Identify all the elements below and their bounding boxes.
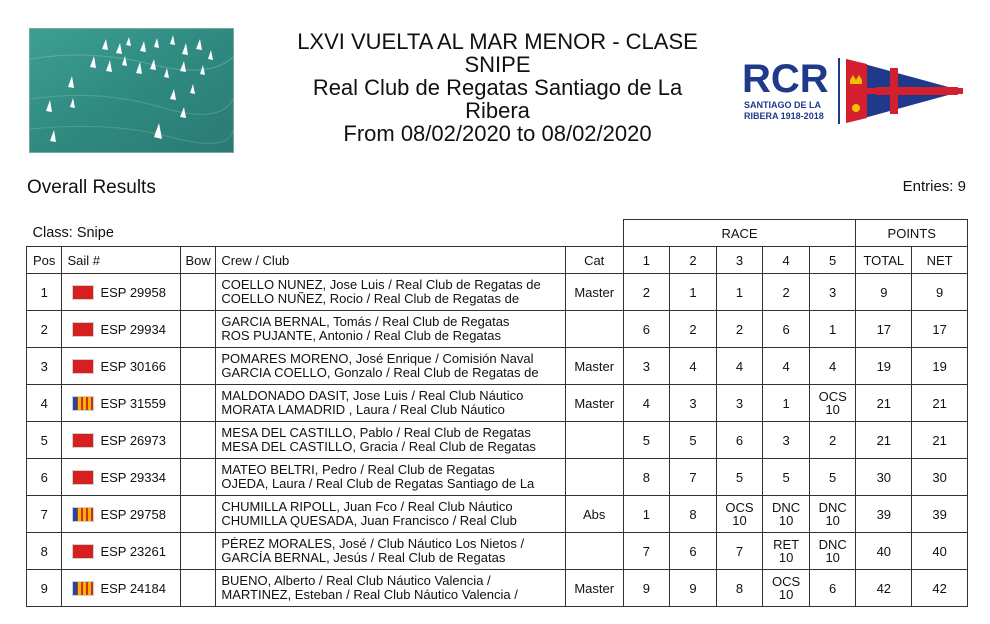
race-code: RET xyxy=(773,537,800,552)
event-title-line-3: Real Club de Regatas Santiago de La xyxy=(312,75,683,100)
cell-race-4: 6 xyxy=(763,311,810,348)
cell-bow xyxy=(180,459,215,496)
table-row xyxy=(27,274,968,311)
cell-net: 42 xyxy=(912,570,968,607)
cell-race-3: 5 xyxy=(716,459,763,496)
cell-race-4: 1 xyxy=(763,385,810,422)
cell-race-1: 8 xyxy=(623,459,670,496)
crew-member: ROS PUJANTE, Antonio / Real Club de Regatas xyxy=(221,329,502,343)
cell-bow xyxy=(180,570,215,607)
cell-race-2: 4 xyxy=(670,348,717,385)
table-row xyxy=(27,496,968,533)
table-row xyxy=(27,348,968,385)
header-pos: Pos xyxy=(27,247,62,274)
cell-crew-club xyxy=(216,348,565,385)
race-code: OCS xyxy=(725,500,754,515)
race-points: 10 xyxy=(732,513,747,528)
cell-race-3: 8 xyxy=(716,570,763,607)
cell-crew-club xyxy=(216,459,565,496)
cell-pos: 8 xyxy=(27,533,62,570)
crew-member: COELLO NUÑEZ, Rocio / Real Club de Regatas de xyxy=(221,292,520,306)
header-race-1: 1 xyxy=(623,247,670,274)
spain-flag xyxy=(72,544,94,559)
header-sail: Sail # xyxy=(62,247,181,274)
rcr-pennant-logo xyxy=(742,56,967,126)
cell-race-5: 1 xyxy=(809,311,856,348)
cell-pos: 9 xyxy=(27,570,62,607)
cell-net: 40 xyxy=(912,533,968,570)
cell-race-2: 6 xyxy=(670,533,717,570)
crew-helm: CHUMILLA RIPOLL, Juan Fco / Real Club Náutico xyxy=(221,500,513,514)
race-code: DNC xyxy=(818,537,847,552)
cell-pos: 6 xyxy=(27,459,62,496)
cell-sail xyxy=(62,533,181,570)
cell-sail xyxy=(62,274,181,311)
cell-pos: 3 xyxy=(27,348,62,385)
table-row xyxy=(27,533,968,570)
cell-sail xyxy=(62,496,181,533)
cell-sail xyxy=(62,570,181,607)
cell-total: 30 xyxy=(856,459,912,496)
cell-bow xyxy=(180,385,215,422)
cell-crew-club xyxy=(216,311,565,348)
table-row xyxy=(27,311,968,348)
cell-bow xyxy=(180,422,215,459)
cell-total: 40 xyxy=(856,533,912,570)
race-code: OCS xyxy=(772,574,801,589)
crew-member: CHUMILLA QUESADA, Juan Francisco / Real Club xyxy=(221,514,517,528)
sail-number: ESP 23261 xyxy=(100,544,166,560)
cell-race-4: 3 xyxy=(763,422,810,459)
cell-race-3: 2 xyxy=(716,311,763,348)
cell-sail xyxy=(62,348,181,385)
cell-crew-club xyxy=(216,422,565,459)
cell-race-4: 5 xyxy=(763,459,810,496)
crew-member: GARCÍA BERNAL, Jesús / Real Club de Regatas xyxy=(221,551,506,565)
cell-race-4 xyxy=(763,533,810,570)
header-bow: Bow xyxy=(180,247,215,274)
cell-net: 21 xyxy=(912,422,968,459)
cell-race-5 xyxy=(809,385,856,422)
cell-total: 21 xyxy=(856,385,912,422)
crew-helm: MATEO BELTRI, Pedro / Real Club de Regatas xyxy=(221,463,495,477)
race-points: 10 xyxy=(778,513,794,528)
rcr-logo-graphic xyxy=(742,56,967,126)
table-row xyxy=(27,422,968,459)
crew-helm: GARCIA BERNAL, Tomás / Real Club de Regatas xyxy=(221,315,510,329)
cell-cat: Master xyxy=(565,274,623,311)
event-title-line-2: SNIPE xyxy=(464,52,531,77)
entries-count: Entries: 9 xyxy=(902,178,966,195)
cell-race-1: 3 xyxy=(623,348,670,385)
cell-race-5: 4 xyxy=(809,348,856,385)
cell-race-1: 6 xyxy=(623,311,670,348)
table-group-header-row xyxy=(27,220,968,247)
cell-sail xyxy=(62,422,181,459)
cell-net: 9 xyxy=(912,274,968,311)
cell-cat xyxy=(565,311,623,348)
sail-number: ESP 29958 xyxy=(100,285,166,301)
spain-flag xyxy=(72,470,94,485)
cell-sail xyxy=(62,311,181,348)
sail-number: ESP 26973 xyxy=(100,433,166,449)
cell-total: 17 xyxy=(856,311,912,348)
cell-bow xyxy=(180,311,215,348)
sail-number: ESP 29758 xyxy=(100,507,166,523)
spain-flag xyxy=(72,433,94,448)
cell-total: 39 xyxy=(856,496,912,533)
header-crew-club: Crew / Club xyxy=(216,247,565,274)
crew-helm: BUENO, Alberto / Real Club Náutico Valencia / xyxy=(221,574,491,588)
valencia-flag xyxy=(72,396,94,411)
event-title-line-1: LXVI VUELTA AL MAR MENOR - CLASE xyxy=(297,29,698,54)
points-group-header: POINTS xyxy=(856,220,968,247)
cell-race-5 xyxy=(809,533,856,570)
sail-number: ESP 31559 xyxy=(100,396,166,412)
race-code: OCS xyxy=(818,389,847,404)
header-cat: Cat xyxy=(565,247,623,274)
cell-race-2: 5 xyxy=(670,422,717,459)
cell-sail xyxy=(62,385,181,422)
cell-cat: Abs xyxy=(565,496,623,533)
cell-race-2: 7 xyxy=(670,459,717,496)
crew-helm: PÉREZ MORALES, José / Club Náutico Los Nietos / xyxy=(221,537,525,551)
logo-letters: RCR xyxy=(742,57,829,101)
cell-net: 30 xyxy=(912,459,968,496)
cell-race-4 xyxy=(763,570,810,607)
cell-pos: 7 xyxy=(27,496,62,533)
cell-race-4: 2 xyxy=(763,274,810,311)
crew-helm: COELLO NUNEZ, Jose Luis / Real Club de Regatas de xyxy=(221,278,541,292)
cell-cat: Master xyxy=(565,348,623,385)
header-race-5: 5 xyxy=(809,247,856,274)
crew-member: GARCIA COELLO, Gonzalo / Real Club de Regatas de xyxy=(221,366,539,380)
cell-race-5: 6 xyxy=(809,570,856,607)
cell-race-1: 5 xyxy=(623,422,670,459)
race-points: 10 xyxy=(778,550,794,565)
race-points: 10 xyxy=(825,550,840,565)
logo-subtitle-line1: SANTIAGO DE LA xyxy=(744,100,822,110)
cell-crew-club xyxy=(216,570,565,607)
cell-cat: Master xyxy=(565,570,623,607)
cell-race-2: 3 xyxy=(670,385,717,422)
event-title-line-4: Ribera xyxy=(465,98,530,123)
spain-flag xyxy=(72,322,94,337)
cell-race-1: 4 xyxy=(623,385,670,422)
cell-race-1: 1 xyxy=(623,496,670,533)
cell-race-3: 3 xyxy=(716,385,763,422)
crew-helm: MALDONADO DASIT, Jose Luis / Real Club Náutico xyxy=(221,389,524,403)
race-points: 10 xyxy=(825,513,840,528)
table-header-row xyxy=(27,247,968,274)
sail-number: ESP 29934 xyxy=(100,322,166,338)
logo-subtitle-line2: RIBERA 1918-2018 xyxy=(744,111,824,121)
race-points: 10 xyxy=(778,587,794,602)
cell-net: 17 xyxy=(912,311,968,348)
overall-results-heading: Overall Results xyxy=(27,177,156,198)
cell-race-4: 4 xyxy=(763,348,810,385)
header-race-3: 3 xyxy=(716,247,763,274)
crew-member: MESA DEL CASTILLO, Gracia / Real Club de Regatas xyxy=(221,440,536,454)
header-total: TOTAL xyxy=(856,247,912,274)
cell-race-5: 3 xyxy=(809,274,856,311)
cell-crew-club xyxy=(216,274,565,311)
cell-bow xyxy=(180,274,215,311)
cell-crew-club xyxy=(216,496,565,533)
race-points: 10 xyxy=(825,402,840,417)
cell-race-3: 1 xyxy=(716,274,763,311)
cell-race-1: 7 xyxy=(623,533,670,570)
cell-pos: 2 xyxy=(27,311,62,348)
cell-net: 21 xyxy=(912,385,968,422)
cell-bow xyxy=(180,533,215,570)
header-race-4: 4 xyxy=(763,247,810,274)
cell-total: 21 xyxy=(856,422,912,459)
valencia-flag xyxy=(72,507,94,522)
cell-race-3: 6 xyxy=(716,422,763,459)
cell-net: 19 xyxy=(912,348,968,385)
cell-net: 39 xyxy=(912,496,968,533)
race-code: DNC xyxy=(772,500,801,515)
cell-bow xyxy=(180,348,215,385)
sail-number: ESP 29334 xyxy=(100,470,166,486)
cell-race-2: 2 xyxy=(670,311,717,348)
crew-member: MORATA LAMADRID , Laura / Real Club Náutico xyxy=(221,403,505,417)
cell-race-3 xyxy=(716,496,763,533)
valencia-flag xyxy=(72,581,94,596)
cell-pos: 5 xyxy=(27,422,62,459)
results-table xyxy=(26,219,968,607)
class-label: Class: Snipe xyxy=(27,220,624,247)
cell-race-1: 2 xyxy=(623,274,670,311)
header-race-2: 2 xyxy=(670,247,717,274)
cell-race-1: 9 xyxy=(623,570,670,607)
sailboats-photo xyxy=(29,28,234,153)
event-title-line-5: From 08/02/2020 to 08/02/2020 xyxy=(343,121,652,146)
spain-flag xyxy=(72,359,94,374)
cell-pos: 1 xyxy=(27,274,62,311)
table-row xyxy=(27,459,968,496)
cell-crew-club xyxy=(216,533,565,570)
cell-race-5 xyxy=(809,496,856,533)
cell-cat: Master xyxy=(565,385,623,422)
cell-race-2: 9 xyxy=(670,570,717,607)
cell-race-2: 8 xyxy=(670,496,717,533)
crew-helm: POMARES MORENO, José Enrique / Comisión Naval xyxy=(221,352,534,366)
sailboats-photo-image xyxy=(30,29,233,152)
cell-total: 42 xyxy=(856,570,912,607)
table-row xyxy=(27,385,968,422)
cell-total: 19 xyxy=(856,348,912,385)
sail-number: ESP 24184 xyxy=(100,581,166,597)
race-group-header: RACE xyxy=(623,220,856,247)
cell-race-2: 1 xyxy=(670,274,717,311)
cell-cat xyxy=(565,422,623,459)
cell-race-3: 7 xyxy=(716,533,763,570)
spain-flag xyxy=(72,285,94,300)
race-code: DNC xyxy=(818,500,847,515)
cell-cat xyxy=(565,533,623,570)
cell-cat xyxy=(565,459,623,496)
cell-bow xyxy=(180,496,215,533)
cell-sail xyxy=(62,459,181,496)
cell-race-5: 5 xyxy=(809,459,856,496)
table-row xyxy=(27,570,968,607)
crew-member: OJEDA, Laura / Real Club de Regatas Santiago de La xyxy=(221,477,535,491)
cell-race-3: 4 xyxy=(716,348,763,385)
cell-pos: 4 xyxy=(27,385,62,422)
crew-helm: MESA DEL CASTILLO, Pablo / Real Club de Regatas xyxy=(221,426,531,440)
cell-crew-club xyxy=(216,385,565,422)
cell-race-4 xyxy=(763,496,810,533)
cell-race-5: 2 xyxy=(809,422,856,459)
cell-total: 9 xyxy=(856,274,912,311)
header-net: NET xyxy=(912,247,968,274)
sail-number: ESP 30166 xyxy=(100,359,166,375)
event-title xyxy=(270,30,725,145)
crew-member: MARTINEZ, Esteban / Real Club Náutico Valencia / xyxy=(221,588,518,602)
results-table-body xyxy=(27,274,968,607)
